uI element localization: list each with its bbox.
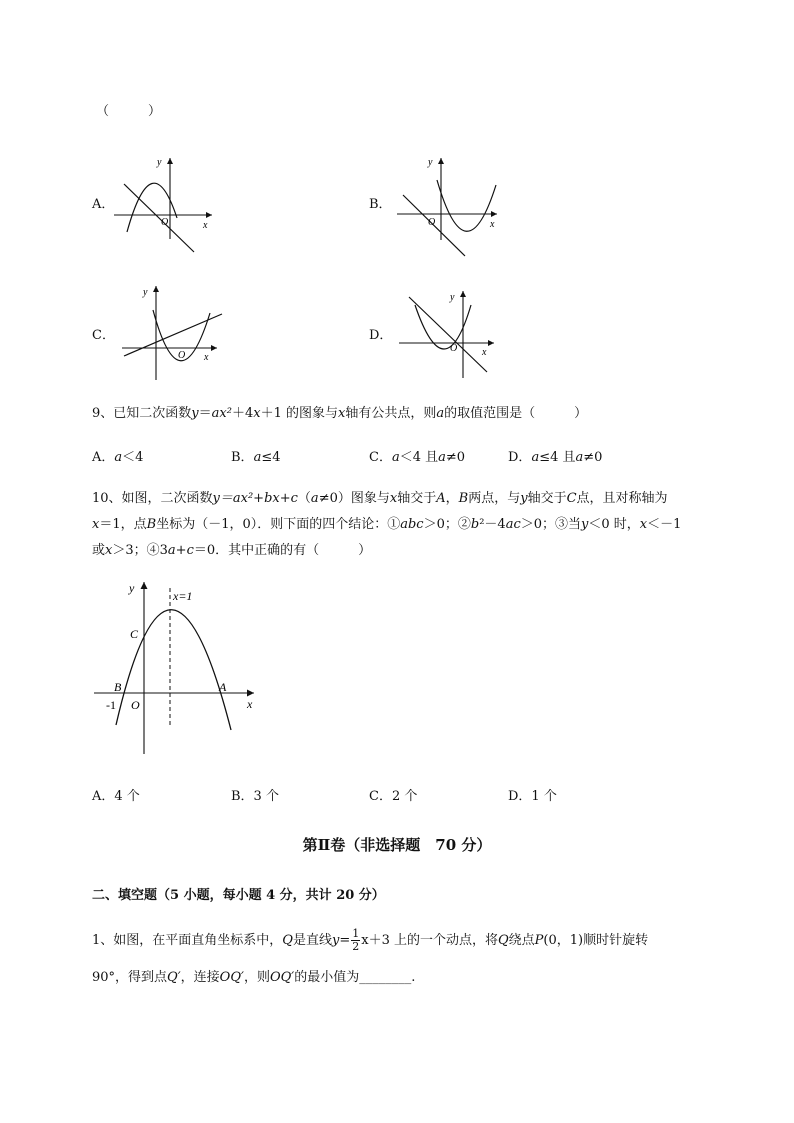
- y-label: y: [450, 292, 455, 303]
- y-label: y: [428, 157, 433, 168]
- q10-var: y: [581, 517, 589, 532]
- q8-option-b-label: B．: [369, 197, 392, 212]
- q10-line-3: [92, 539, 371, 558]
- y-label: y: [157, 157, 162, 168]
- q9-option-b-label: B．: [231, 450, 254, 465]
- q10-var: b: [470, 517, 480, 532]
- q10-text: （: [297, 491, 311, 506]
- q10-line-2: [92, 513, 681, 532]
- q10-var: a: [167, 543, 176, 558]
- q9-option-c-text: ＜4 且: [399, 450, 439, 465]
- q10-text: ＜0 时，: [588, 517, 640, 532]
- q10-text: ＜－1: [647, 517, 682, 532]
- q10-option-b: B．3 个: [231, 789, 279, 804]
- q9-option-b: [231, 446, 281, 465]
- q9-option-d-var2: a: [575, 450, 584, 465]
- x-axis-arrow: [488, 340, 494, 346]
- point-b-label: B: [114, 680, 122, 694]
- q9-rest3: 轴有公共点，则: [345, 406, 437, 421]
- q10-var: y: [520, 491, 528, 506]
- fill1-line-1: [92, 926, 648, 956]
- q9-option-c-text2: ≠0: [445, 450, 466, 465]
- q8-graph-b: [393, 150, 508, 240]
- q9-option-a-var: a: [114, 450, 123, 465]
- q9-eq: ＝: [198, 406, 212, 421]
- q9-rest1: ＋4: [231, 406, 254, 421]
- q9-option-a: [92, 446, 143, 465]
- y-label: y: [143, 287, 148, 298]
- q9-option-b-text: ≤4: [261, 450, 281, 465]
- q9-option-a-text: ＜4: [122, 450, 144, 465]
- q10-var: C: [566, 491, 577, 506]
- y-axis-arrow: [438, 158, 444, 164]
- q10-text: ＞0；③当: [520, 517, 581, 532]
- section-heading: 二、填空题（5 小题，每小题 4 分，共计 20 分）: [92, 888, 385, 903]
- q9-option-d-label: D．: [508, 450, 532, 465]
- q9-var-a: a: [436, 406, 445, 421]
- fill1-line-2: [92, 966, 415, 985]
- y-axis-arrow: [167, 158, 173, 164]
- fill1-var: P: [534, 933, 544, 948]
- q10-var: x: [389, 491, 398, 506]
- q9-option-d-text: ≤4 且: [539, 450, 576, 465]
- q9-rest4: 的取值范围是（ ）: [444, 406, 588, 421]
- q10-text: +: [175, 543, 187, 558]
- fraction-numerator: 1: [352, 927, 360, 940]
- q10-var: ac: [505, 517, 521, 532]
- origin-label: O: [450, 343, 458, 354]
- q8-graph-a: [110, 152, 220, 242]
- q10-text: ＞3；④3: [112, 543, 168, 558]
- x-label: x: [490, 219, 495, 230]
- y-label: y: [129, 581, 135, 595]
- q9-stem: [92, 402, 587, 421]
- line: [124, 314, 222, 356]
- q9-var-x: x: [253, 406, 261, 421]
- origin-label: O: [131, 698, 140, 712]
- point-c-label: C: [130, 627, 139, 641]
- fill1-var: Q: [282, 933, 293, 948]
- y-axis-arrow: [153, 286, 159, 292]
- fill1-text: 1、如图，在平面直角坐标系中，: [92, 933, 283, 948]
- x-axis-arrow: [206, 212, 212, 218]
- x-label: x: [247, 697, 253, 711]
- q9-option-a-label: A．: [92, 450, 115, 465]
- q8-option-c-label: C．: [92, 328, 115, 343]
- origin-label: O: [161, 217, 169, 228]
- fill1-var: Q: [497, 933, 509, 948]
- fill1-text: 的最小值为________.: [294, 970, 416, 985]
- q10-text: 坐标为（－1，0）．则下面的四个结论：①: [156, 517, 401, 532]
- fill1-text: ，连接: [180, 970, 220, 985]
- q9-var-y: y: [191, 406, 199, 421]
- q10-graph: [92, 578, 267, 760]
- fraction-denominator: 2: [352, 940, 360, 953]
- q10-line-1: [92, 487, 668, 506]
- minus-one-label: -1: [106, 698, 116, 712]
- y-axis-arrow: [460, 291, 466, 297]
- q8-graph-d: [395, 283, 505, 383]
- section-title: 第Ⅱ卷（非选择题 70 分）: [302, 836, 492, 854]
- q9-ax2: ax²: [211, 406, 232, 421]
- q10-equation: y＝ax²+bx+c: [212, 491, 298, 506]
- fill1-text: x＋3 上的一个动点，将: [361, 933, 498, 948]
- q10-text: 或: [92, 543, 106, 558]
- q10-option-c: C．2 个: [369, 789, 418, 804]
- q10-var: A: [436, 491, 446, 506]
- fill1-var: OQ′: [219, 970, 244, 985]
- fraction-one-half: [351, 928, 360, 953]
- q9-option-c-var: a: [391, 450, 400, 465]
- x-axis-arrow: [211, 345, 217, 351]
- q8-option-a-label: A．: [92, 197, 115, 212]
- q9-option-c-label: C．: [369, 450, 392, 465]
- q10-option-a: A．4 个: [92, 789, 140, 804]
- q10-text: 10、如图，二次函数: [92, 491, 213, 506]
- q8-answer-paren: （ ）: [96, 104, 162, 119]
- q10-var: B: [146, 517, 157, 532]
- q10-var: B: [458, 491, 469, 506]
- fill1-text: ，则: [243, 970, 270, 985]
- x-label: x: [482, 347, 487, 358]
- q9-option-c: [369, 446, 465, 465]
- y-axis-arrow: [141, 582, 148, 589]
- q10-text: ＝0．其中正确的有（ ）: [193, 543, 372, 558]
- q10-text: 轴交于: [527, 491, 567, 506]
- q10-var: x: [639, 517, 648, 532]
- q9-option-d-text2: ≠0: [583, 450, 603, 465]
- q10-text: 点，且对称轴为: [576, 491, 668, 506]
- fill1-text: 是直线: [292, 933, 332, 948]
- q8-option-d-label: D．: [369, 328, 393, 343]
- symmetry-label: x=1: [173, 589, 193, 603]
- fill1-var: Q′: [167, 970, 181, 985]
- x-axis-arrow: [491, 211, 497, 217]
- q10-text: ²－4: [479, 517, 506, 532]
- q10-text: 轴交于: [397, 491, 437, 506]
- fill1-text: 90°，得到点: [92, 970, 168, 985]
- fill1-text: =: [339, 933, 351, 948]
- line: [124, 184, 194, 252]
- parabola: [437, 180, 496, 231]
- q10-text: 两点，与: [468, 491, 521, 506]
- q10-var: c: [186, 543, 194, 558]
- q10-text: ≠0）图象与: [318, 491, 390, 506]
- origin-label: O: [428, 217, 436, 228]
- q10-var: abc: [400, 517, 424, 532]
- q10-text: ＞0；②: [423, 517, 471, 532]
- q10-var: a: [310, 491, 319, 506]
- fill1-var: y: [331, 933, 340, 948]
- q10-var: x: [92, 517, 100, 532]
- q9-var-x2: x: [337, 406, 346, 421]
- q9-rest2: ＋1 的图象与: [260, 406, 338, 421]
- x-axis-arrow: [247, 690, 254, 697]
- q9-option-d: [508, 446, 602, 465]
- q9-option-d-var: a: [531, 450, 540, 465]
- q9-option-b-var: a: [253, 450, 262, 465]
- origin-label: O: [178, 350, 186, 361]
- fill1-var: OQ′: [269, 970, 295, 985]
- x-label: x: [204, 352, 209, 363]
- fill1-text: 绕点: [508, 933, 535, 948]
- line: [409, 297, 487, 372]
- point-a-label: A: [219, 680, 227, 694]
- x-label: x: [203, 220, 208, 231]
- q10-text: ，: [445, 491, 459, 506]
- q9-stem-prefix: 9、已知二次函数: [92, 406, 192, 421]
- fill1-text: (0，1)顺时针旋转: [543, 933, 649, 948]
- q9-option-c-var2: a: [438, 450, 446, 465]
- q10-var: x: [105, 543, 113, 558]
- q10-option-d: D．1 个: [508, 789, 557, 804]
- q10-text: ＝1，点: [99, 517, 147, 532]
- q8-graph-c: [118, 280, 228, 382]
